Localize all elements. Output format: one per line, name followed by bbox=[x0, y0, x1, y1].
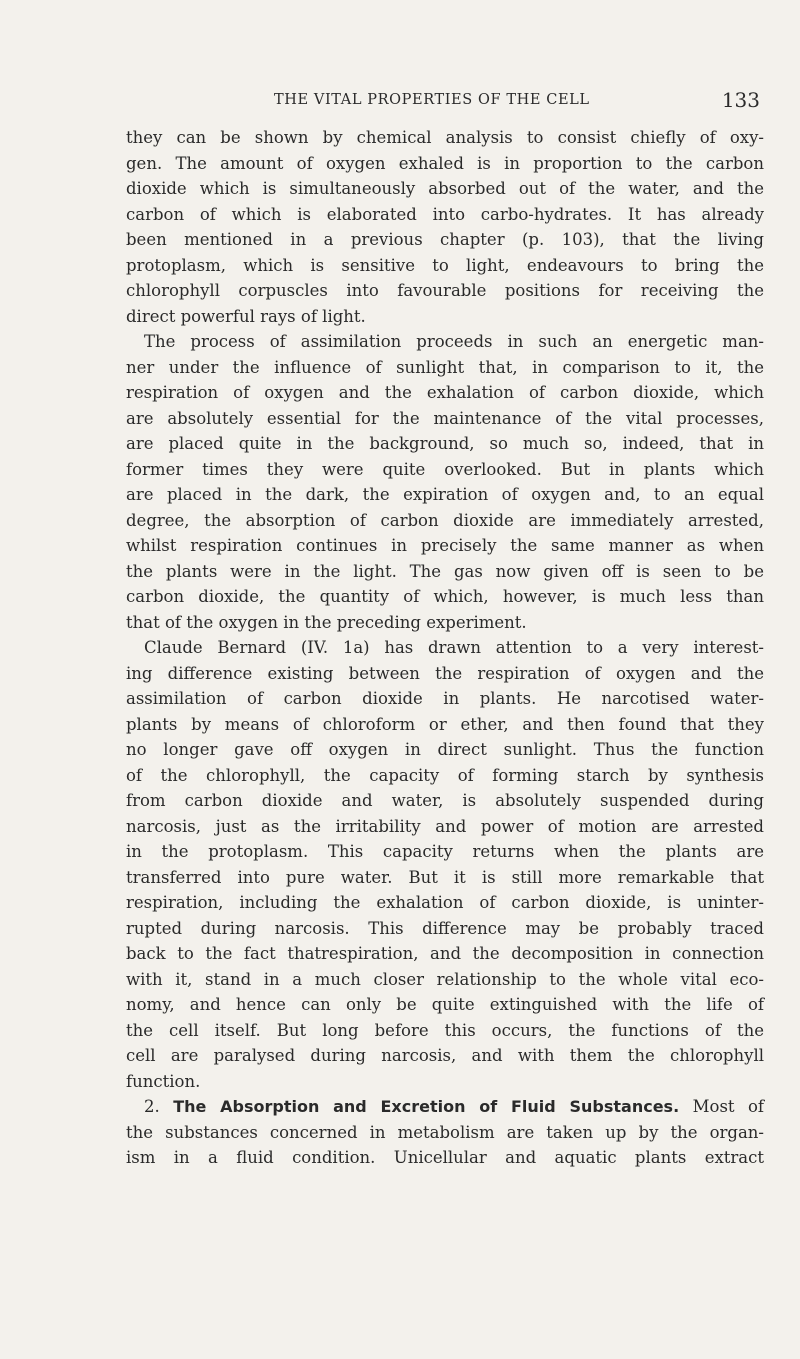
text-line: with it, stand in a much closer relationship to the whole vital eco- bbox=[126, 969, 764, 989]
text-line: are placed in the dark, the expiration of oxygen and, to an equal bbox=[126, 485, 764, 504]
text-line: no longer gave off oxygen in direct sunlight. Thus the function bbox=[126, 740, 764, 759]
text-line: chlorophyll corpuscles into favourable positions for receiving the bbox=[126, 281, 764, 300]
text-line: carbon dioxide, the quantity of which, however, is much less than bbox=[126, 587, 764, 606]
paragraph-start-line: The process of assimilation proceeds in such an energetic man- bbox=[144, 332, 764, 351]
body-text bbox=[126, 125, 764, 1171]
text-line: whilst respiration continues in precisely the same manner as when bbox=[126, 536, 764, 555]
text-line: carbon of which is elaborated into carbo-hydrates. It has already bbox=[126, 204, 764, 224]
text-line: ism in a fluid condition. Unicellular and aquatic plants extract bbox=[126, 1148, 764, 1167]
text-line: the cell itself. But long before this occurs, the functions of the bbox=[126, 1020, 764, 1040]
text-line: the substances concerned in metabolism are taken up by the organ- bbox=[126, 1122, 764, 1142]
section-title: The Absorption and Excretion of Fluid Substances. bbox=[173, 1097, 680, 1116]
text-line: back to the fact thatrespiration, and the decomposition in connection bbox=[126, 944, 764, 963]
text-line: they can be shown by chemical analysis to consist chiefly of oxy- bbox=[126, 128, 764, 147]
running-head bbox=[100, 88, 760, 116]
text-line: degree, the absorption of carbon dioxide are immediately arrested, bbox=[126, 510, 764, 530]
text-line: function. bbox=[126, 1071, 201, 1091]
text-line: from carbon dioxide and water, is absolutely suspended during bbox=[126, 791, 764, 810]
text-line: are placed quite in the background, so much so, indeed, that in bbox=[126, 434, 764, 453]
text-line: are absolutely essential for the maintenance of the vital processes, bbox=[126, 408, 764, 428]
text-line: cell are paralysed during narcosis, and with them the chlorophyll bbox=[126, 1046, 764, 1065]
text-line: respiration, including the exhalation of carbon dioxide, is uninter- bbox=[126, 893, 764, 912]
text-line: in the protoplasm. This capacity returns when the plants are bbox=[126, 842, 764, 861]
text-line: former times they were quite overlooked. But in plants which bbox=[126, 459, 764, 479]
section-lead-text: Most of bbox=[692, 1097, 765, 1116]
text-line: ing difference existing between the respiration of oxygen and the bbox=[126, 663, 764, 683]
running-title: THE VITAL PROPERTIES OF THE CELL bbox=[274, 92, 590, 108]
section-number: 2. bbox=[144, 1097, 160, 1116]
text-line: protoplasm, which is sensitive to light, endeavours to bring the bbox=[126, 255, 764, 275]
text-line: assimilation of carbon dioxide in plants. He narcotised water- bbox=[126, 689, 764, 708]
section-heading-line bbox=[126, 1094, 764, 1120]
text-line: direct powerful rays of light. bbox=[126, 306, 366, 326]
page-number: 133 bbox=[721, 88, 760, 112]
text-line: rupted during narcosis. This difference may be probably traced bbox=[126, 918, 764, 938]
text-line: nomy, and hence can only be quite extinguished with the life of bbox=[126, 995, 764, 1014]
text-line: narcosis, just as the irritability and power of motion are arrested bbox=[126, 816, 764, 836]
text-line: transferred into pure water. But it is still more remarkable that bbox=[126, 867, 764, 887]
text-line: gen. The amount of oxygen exhaled is in proportion to the carbon bbox=[126, 153, 764, 173]
text-line: plants by means of chloroform or ether, and then found that they bbox=[126, 714, 764, 734]
text-line: been mentioned in a previous chapter (p. 103), that the living bbox=[126, 230, 764, 249]
text-line: dioxide which is simultaneously absorbed out of the water, and the bbox=[126, 179, 764, 198]
paragraph-start-line: Claude Bernard (IV. 1a) has drawn attention to a very interest- bbox=[144, 638, 764, 657]
text-line: that of the oxygen in the preceding experiment. bbox=[126, 612, 527, 632]
text-line: ner under the influence of sunlight that, in comparison to it, the bbox=[126, 357, 764, 377]
text-line: of the chlorophyll, the capacity of forming starch by synthesis bbox=[126, 765, 764, 785]
text-line: the plants were in the light. The gas now given off is seen to be bbox=[126, 561, 764, 581]
text-line: respiration of oxygen and the exhalation of carbon dioxide, which bbox=[126, 383, 764, 402]
